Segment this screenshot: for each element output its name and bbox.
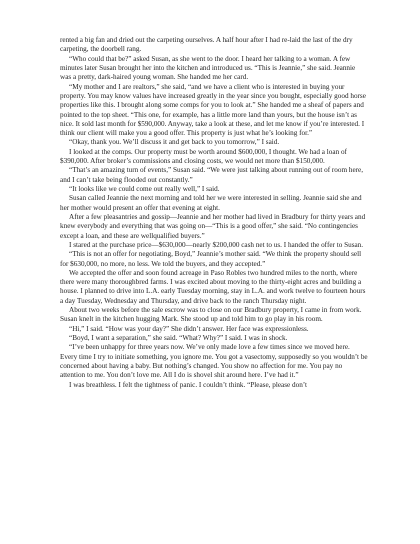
paragraph-11: “This is not an offer for negotiating, Boyd,” Jeannie’s mother said. “We think the property should sell for $630,000, no more, no less. We told the buyers, and they accepted.” <box>60 250 362 268</box>
paragraph-3: “My mother and I are realtors,” she said, “and we have a client who is interested in buying your property. You may know values have increased greatly in the year since you bought, especially good horse properties like this. I brought along some comps for you to look at.” She handed me a sheaf of papers and pointed to the top sheet. “This one, for example, has a little more land than yours, but the house isn’t as nice. It sold last month for $590,000. Anyway, take a look at these, and let me know if you’re interested. I think our client will make you a good offer. This property is just what he’s looking for.” <box>60 82 366 138</box>
paragraph-4: “Okay, thank you. We’ll discuss it and get back to you tomorrow,” I said. <box>69 138 280 147</box>
paragraph-2: “Who could that be?” asked Susan, as she went to the door. I heard her talking to a woman. A few minutes later Susan brought her into the kitchen and introduced us. “This is Jeannie,” she said. Jeannie was a pretty, dark-haired young woman. She handed me her card. <box>60 54 356 82</box>
paragraph-13: About two weeks before the sale escrow was to close on our Bradbury property, I came in from work. Susan knelt in the kitchen hugging Mark. She stood up and told him to go play in his room. <box>60 306 362 324</box>
paragraph-9: After a few pleasantries and gossip—Jeannie and her mother had lived in Bradbury for thirty years and knew everybody and everything that was going on—“This is a good offer,” she said. “No contingencies except a loan, and these are wellqualified buyers.” <box>60 212 366 240</box>
paragraph-15: “Boyd, I want a separation,” she said. “What? Why?” I said. I was in shock. <box>69 334 288 342</box>
paragraph-5: I looked at the comps. Our property must be worth around $600,000, I thought. We had a loan of $390,000. After broker’s commissions and closing costs, we would net more than $150,000. <box>60 147 347 166</box>
paragraph-6: “That’s an amazing turn of events,” Susan said. “We were just talking about running out of room here, and I can’t take being flooded out constantly.” <box>60 166 364 184</box>
paragraph-7: “It looks like we could come out really well,” I said. <box>69 185 220 193</box>
paragraph-14: “Hi,” I said. “How was your day?” She didn’t answer. Her face was expressionless. <box>69 324 309 333</box>
paragraph-10: I stared at the purchase price—$630,000—nearly $200,000 cash net to us. I handed the offer to Susan. <box>69 240 364 249</box>
paragraph-1: rented a big fan and dried out the carpeting ourselves. A half hour after I had re-laid the last of the dry carpeting, the doorbell rang. <box>60 36 353 54</box>
document-body <box>60 36 368 390</box>
paragraph-17: I was breathless. I felt the tightness of panic. I couldn’t think. “Please, please don’t <box>69 380 308 389</box>
paragraph-8: Susan called Jeannie the next morning and told her we were interested in selling. Jeannie said she and her mother would present an offer that evening at eight. <box>60 194 362 212</box>
paragraph-12: We accepted the offer and soon found acreage in Paso Robles two hundred miles to the north, where there were many thoroughbred farms. I was excited about moving to the thirty-eight acres and building a house. I planned to drive into L.A. early Tuesday morning, stay in L.A. and work twelve to fourteen hours a day Tuesday, Wednesday and Thursday, and drive back to the ranch Thursday night. <box>60 268 366 305</box>
paragraph-16: “I’ve been unhappy for three years now. We’ve only made love a few times since we moved here. Every time I try to initiate something, you ignore me. You got a vasectomy, supposedly so you wouldn’t be concerned about having a baby. But nothing’s changed. You show no affection for me. You pay no attention to me. You don’t love me. All I do is shovel shit around here. I’ve had it.” <box>60 343 368 380</box>
